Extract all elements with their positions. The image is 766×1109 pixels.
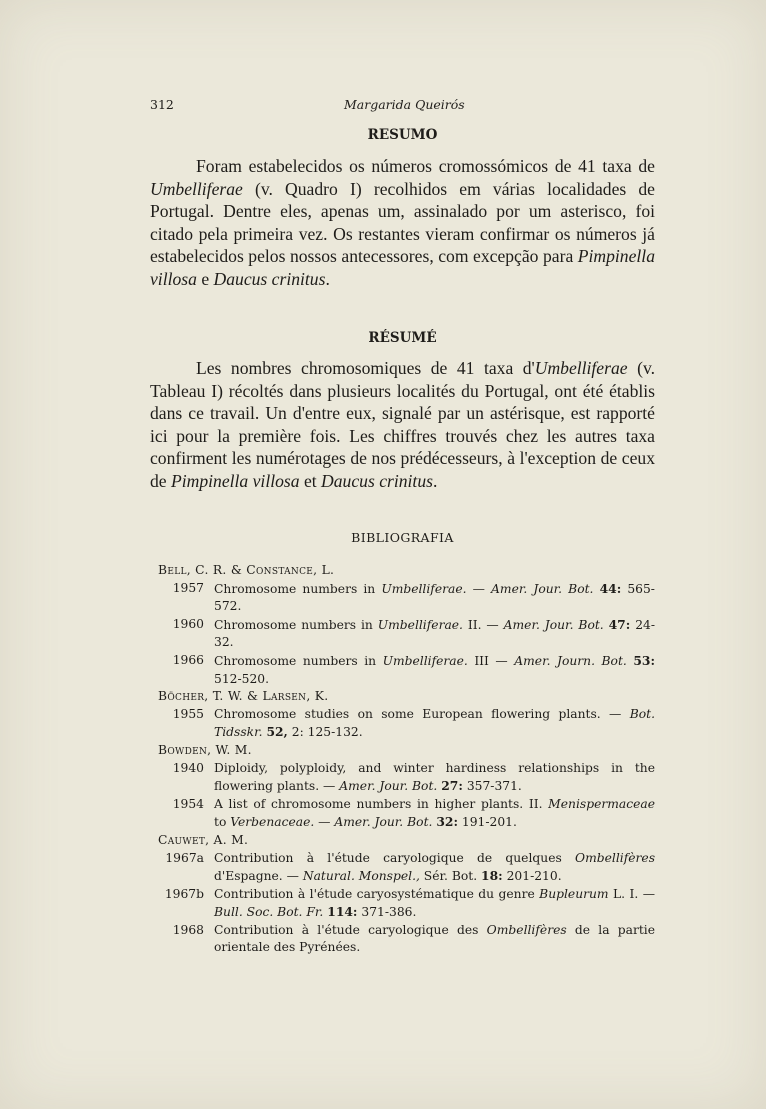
bib-entry-bell-1960: 1960 Chromosome numbers in Umbelliferae. II. — Amer. Jour. Bot. 47: 24-32. (172, 616, 655, 650)
bib-entry-cauwet-1967b: 1967b Contribution à l'étude caryosystématique du genre Bupleurum L. I. — Bull. Soc. Bot. Fr. 114: 371-386. (164, 886, 655, 920)
resume-title: RÉSUMÉ (368, 330, 437, 346)
page-header (150, 97, 658, 115)
bib-author-bell: Bell, C. R. & Constance, L. (158, 563, 335, 577)
bibliography-title: BIBLIOGRAFIA (351, 530, 454, 545)
bib-entry-bell-1957: 1957 Chromosome numbers in Umbelliferae. — Amer. Jour. Bot. 44: 565-572. (172, 580, 655, 614)
page-number: 312 (150, 97, 174, 112)
bib-author-cauwet: Cauwet, A. M. (158, 832, 249, 847)
resumo-paragraph: Foram estabelecidos os números cromossómicos de 41 taxa de Umbelliferae (v. Quadro I) recolhidos em várias localidades de Portugal. Dentre eles, apenas um, assinalado por um asterisco, foi citado pela primeira vez. Os restantes vieram confirmar os números já estabelecidos pelos nossos antecessores, com excepção para Pimpinella villosa e Daucus crinitus. (150, 156, 655, 289)
bibliography-list (158, 562, 655, 957)
resumo-title: RESUMO (367, 127, 438, 143)
bib-entry-cauwet-1967a: 1967a Contribution à l'étude caryologique de quelques Ombellifères d'Espagne. — Natural. Monspel., Sér. Bot. 18: 201-210. (165, 850, 655, 884)
bib-entry-bocher-1955: 1955 Chromosome studies on some European flowering plants. — Bot. Tidsskr. 52, 2: 125-132. (172, 706, 655, 740)
bib-entry-bowden-1940: 1940 Diploidy, polyploidy, and winter hardiness relationships in the flowering plants. — Amer. Jour. Bot. 27: 357-371. (172, 760, 655, 794)
bib-entry-bell-1966: 1966 Chromosome numbers in Umbelliferae. III — Amer. Journ. Bot. 53: 512-520. (172, 652, 655, 686)
bib-entry-cauwet-1968: 1968 Contribution à l'étude caryologique des Ombellifères de la partie orientale des Pyrénées. (172, 922, 655, 955)
resume-paragraph: Les nombres chromosomiques de 41 taxa d'Umbelliferae (v. Tableau I) récoltés dans plusieurs localités du Portugal, ont été établis dans ce travail. Un d'entre eux, signalé par un astérisque, est rapporté ici pour la première fois. Les chiffres trouvés chez les autres taxa confirment les numérotages de nos prédécesseurs, à l'exception de ceux de Pimpinella villosa et Daucus crinitus. (150, 358, 655, 491)
bib-author-bowden: Bowden, W. M. (158, 742, 252, 757)
running-head: Margarida Queirós (344, 97, 465, 112)
bib-author-bocher: Böcher, T. W. & Larsen, K. (158, 689, 329, 704)
bib-entry-bowden-1954: 1954 A list of chromosome numbers in higher plants. II. Menispermaceae to Verbenaceae. — Amer. Jour. Bot. 32: 191-201. (172, 796, 655, 830)
